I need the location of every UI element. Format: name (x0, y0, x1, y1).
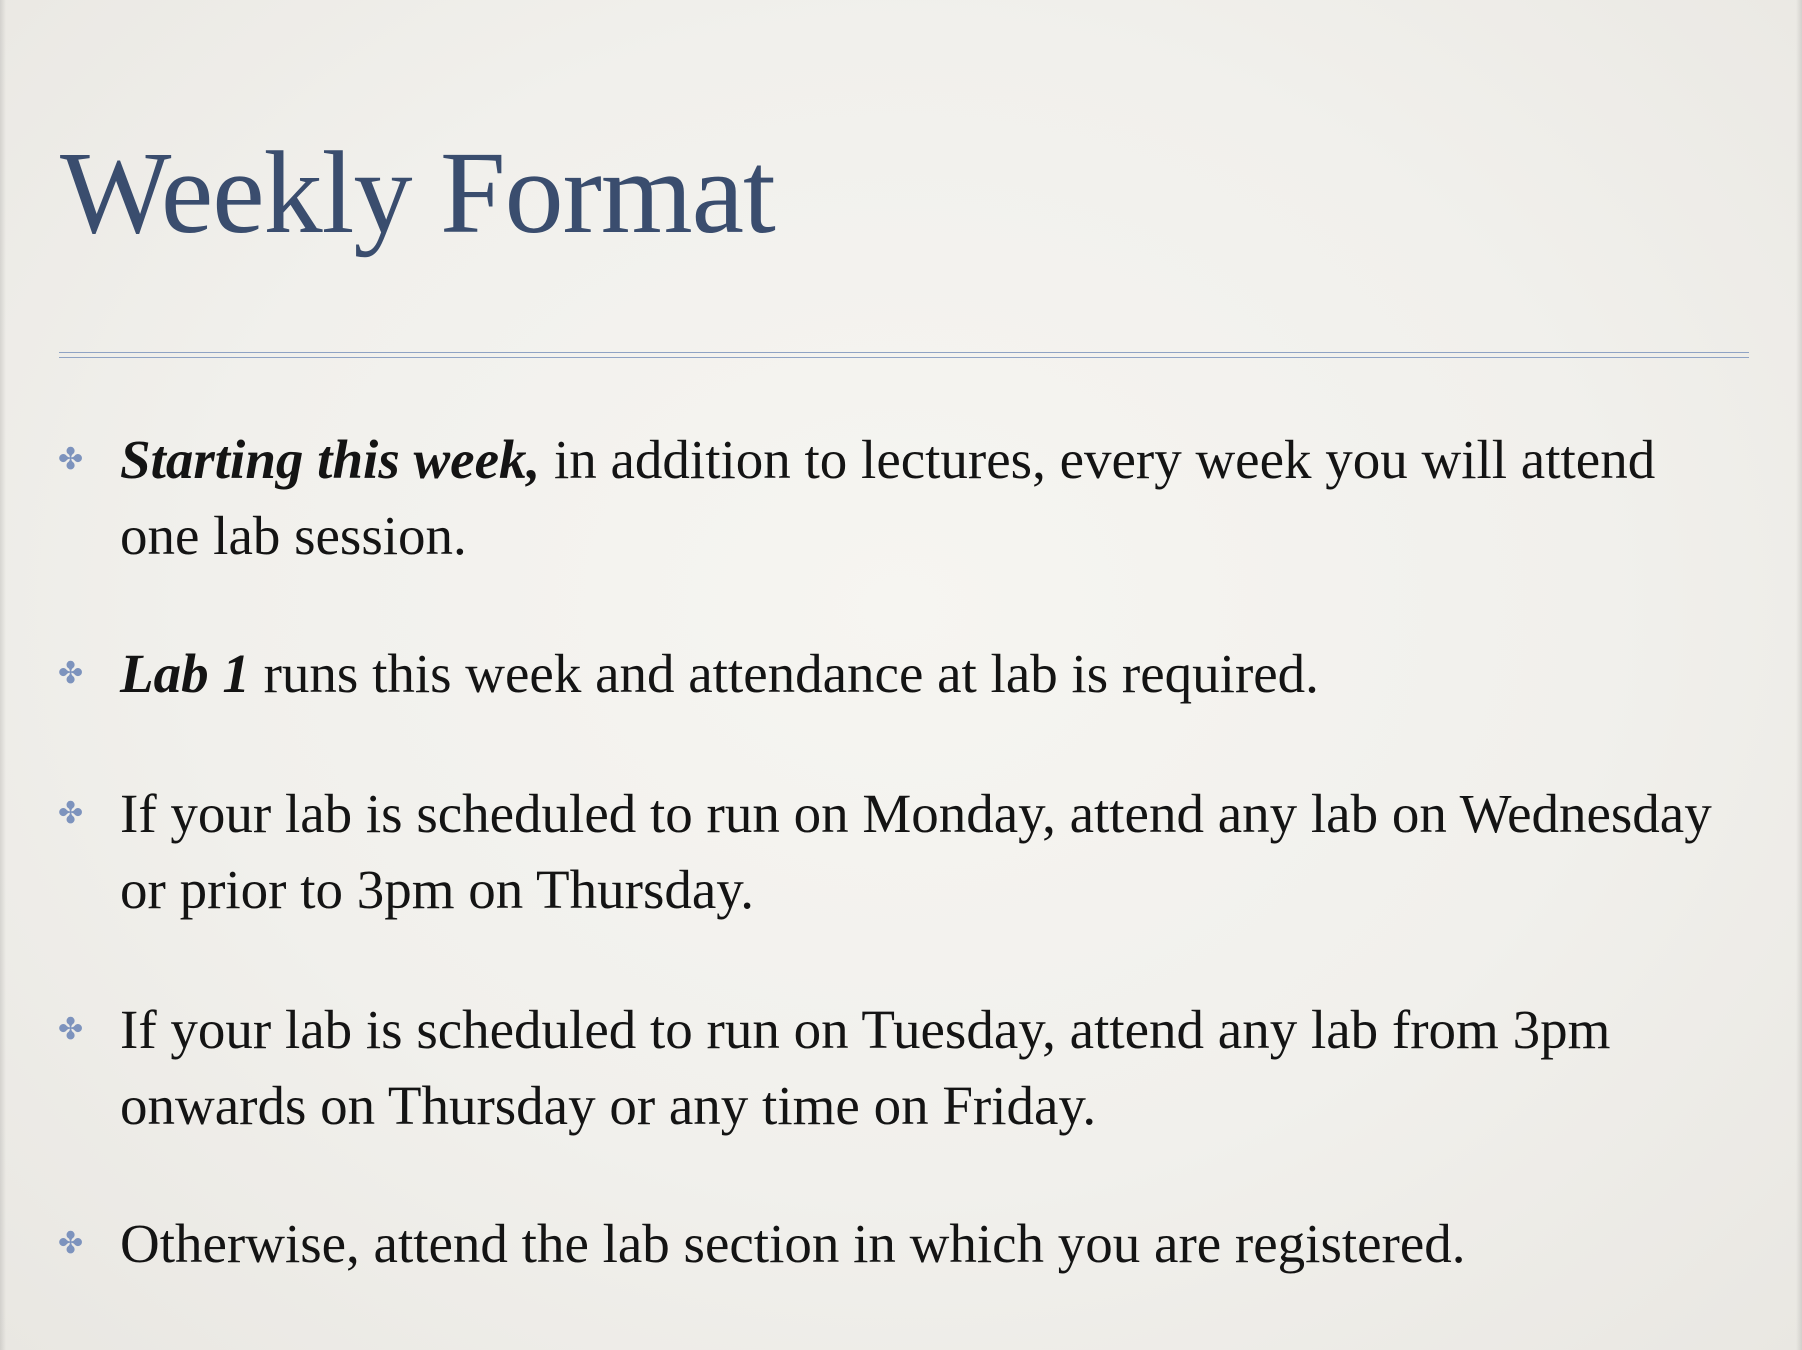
bullet-text (120, 422, 1748, 574)
bullet-emphasis: Starting this week, (120, 429, 541, 490)
bullet-emphasis: Lab 1 (120, 643, 250, 704)
bullet-body: runs this week and attendance at lab is required. (249, 643, 1319, 704)
bullet-text (120, 776, 1748, 928)
bullet-glyph-icon: ✤ (58, 1226, 84, 1261)
bullet-body: If your lab is scheduled to run on Tuesday, attend any lab from 3pm onwards on Thursday or any time on Friday. (120, 999, 1611, 1136)
bullet-item (58, 776, 1748, 928)
bullet-item (58, 422, 1748, 574)
bullet-glyph-icon: ✤ (58, 656, 84, 691)
bullet-body: Otherwise, attend the lab section in which you are registered. (120, 1213, 1466, 1274)
bullet-item (58, 1206, 1748, 1282)
bullet-glyph-icon: ✤ (58, 796, 84, 831)
bullet-glyph-icon: ✤ (58, 1012, 84, 1047)
bullet-glyph-icon: ✤ (58, 442, 84, 477)
bullet-text (120, 636, 1748, 712)
bullet-body: If your lab is scheduled to run on Monday, attend any lab on Wednesday or prior to 3pm on Thursday. (120, 783, 1712, 920)
bullet-text (120, 1206, 1748, 1282)
bullet-text (120, 992, 1748, 1144)
bullet-item (58, 636, 1748, 712)
bullet-item (58, 992, 1748, 1144)
slide-title: Weekly Format (60, 127, 775, 258)
bullet-body: in addition to lectures, every week you will attend one lab session. (120, 429, 1656, 566)
